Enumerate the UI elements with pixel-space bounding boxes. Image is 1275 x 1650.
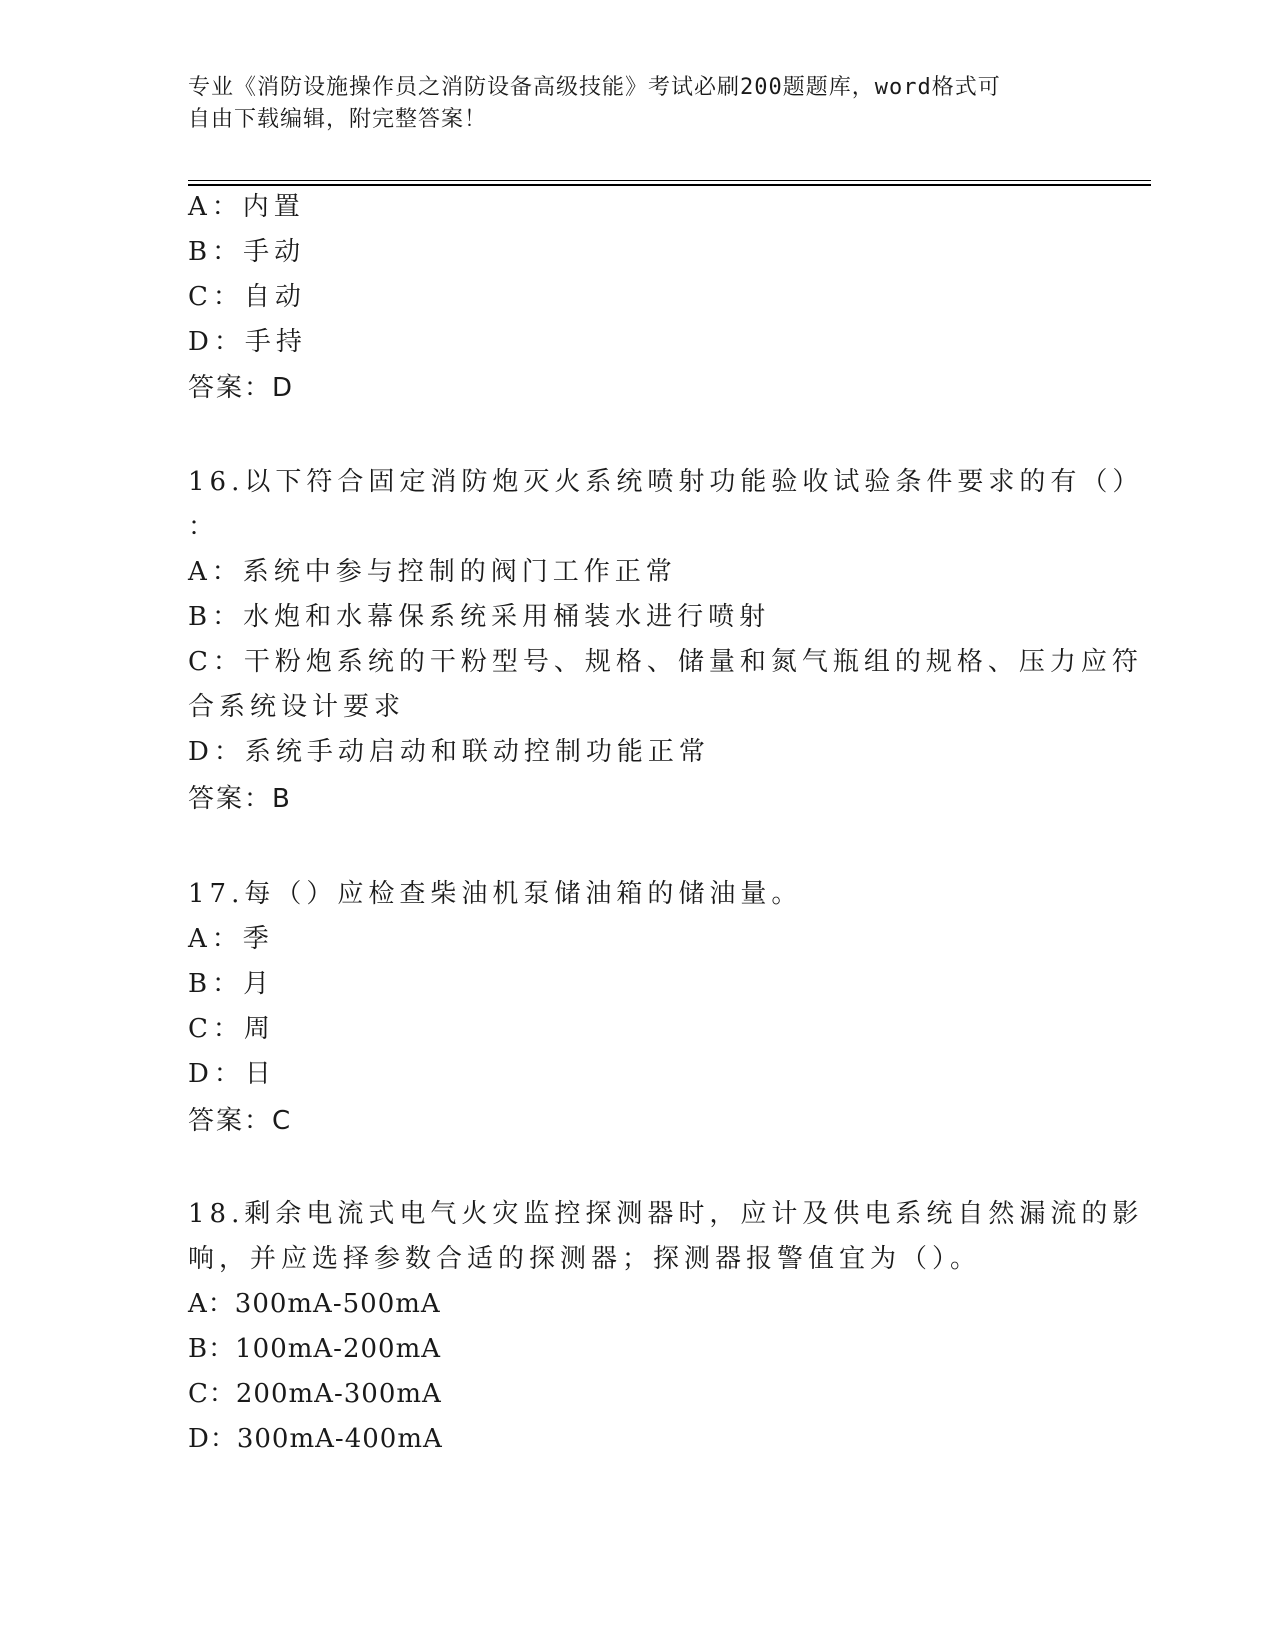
q15-option-d: D：手持 — [188, 327, 307, 357]
q15-answer: 答案：D — [188, 373, 295, 403]
q16-option-d: D：系统手动启动和联动控制功能正常 — [188, 737, 710, 767]
q17-answer: 答案：C — [188, 1106, 293, 1136]
q18-question-line-1: 18.剩余电流式电气火灾监控探测器时，应计及供电系统自然漏流的影 — [188, 1199, 1144, 1229]
q16-question-line-2: ： — [188, 512, 220, 542]
header-line-2: 自由下载编辑，附完整答案！ — [188, 107, 488, 132]
q16-option-c-continued: 合系统设计要求 — [188, 692, 406, 722]
q18-question-line-2: 响，并应选择参数合适的探测器；探测器报警值宜为（）。 — [188, 1244, 982, 1274]
q17-option-a: A：季 — [188, 924, 274, 954]
q16-option-b: B：水炮和水幕保系统采用桶装水进行喷射 — [188, 602, 771, 632]
header-divider-top — [188, 180, 1151, 181]
header-divider-bottom — [188, 184, 1151, 186]
q18-option-a: A：300mA-500mA — [188, 1289, 441, 1319]
q17-option-c: C：周 — [188, 1014, 275, 1044]
q17-option-b: B：月 — [188, 969, 275, 999]
document-header — [188, 72, 1088, 136]
q17-option-d: D：日 — [188, 1059, 276, 1089]
q15-option-a: A：内置 — [188, 192, 305, 222]
q18-option-c: C：200mA-300mA — [188, 1379, 442, 1409]
q15-option-b: B：手动 — [188, 237, 306, 267]
q16-option-c: C：干粉炮系统的干粉型号、规格、储量和氮气瓶组的规格、压力应符 — [188, 647, 1143, 677]
q15-option-c: C：自动 — [188, 282, 306, 312]
q16-option-a: A：系统中参与控制的阀门工作正常 — [188, 557, 677, 587]
header-line-1: 专业《消防设施操作员之消防设备高级技能》考试必刷200题题库，word格式可 — [188, 75, 1001, 100]
q16-question-line-1: 16.以下符合固定消防炮灭火系统喷射功能验收试验条件要求的有（） — [188, 467, 1144, 497]
q17-question: 17.每（）应检查柴油机泵储油箱的储油量。 — [188, 879, 803, 909]
q16-answer: 答案：B — [188, 784, 292, 814]
q18-option-d: D：300mA-400mA — [188, 1424, 443, 1454]
q18-option-b: B：100mA-200mA — [188, 1334, 442, 1364]
